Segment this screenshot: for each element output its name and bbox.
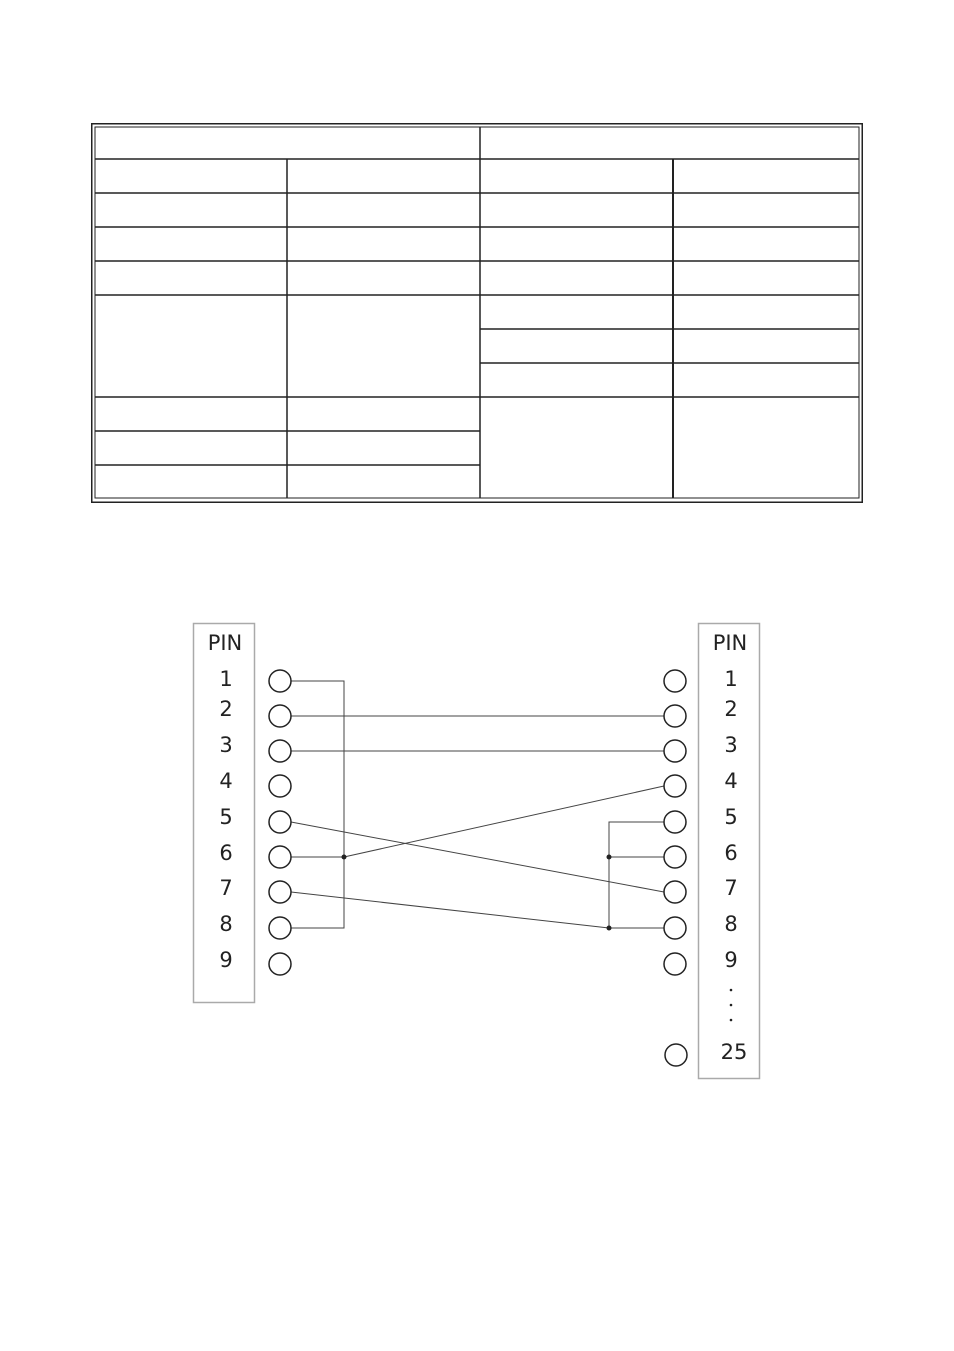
left-pin-label-6: 6 xyxy=(219,841,233,865)
right-pin-label-4: 4 xyxy=(724,769,738,793)
left-pin-label-7: 7 xyxy=(219,876,233,900)
left-pin-5-socket xyxy=(269,811,291,833)
right-pin-7-socket xyxy=(664,881,686,903)
right-pin-5-socket xyxy=(664,811,686,833)
left-pin-label-9: 9 xyxy=(219,948,233,972)
left-pin-9-socket xyxy=(269,953,291,975)
wire-7-right-bus xyxy=(291,892,609,928)
right-pin-1-socket xyxy=(664,670,686,692)
junction-left xyxy=(342,855,347,860)
left-pin-label-2: 2 xyxy=(219,697,233,721)
right-pin-2-socket xyxy=(664,705,686,727)
left-pin-1-socket xyxy=(269,670,291,692)
wiring-svg xyxy=(0,600,954,1100)
right-pin-6-socket xyxy=(664,846,686,868)
wire-right-bus-5-8 xyxy=(609,822,664,928)
left-pin-2-socket xyxy=(269,705,291,727)
left-pin-header: PIN xyxy=(207,631,243,655)
left-pin-7-socket xyxy=(269,881,291,903)
left-pin-label-4: 4 xyxy=(219,769,233,793)
right-pin-label-6: 6 xyxy=(724,841,738,865)
right-pin-label-3: 3 xyxy=(724,733,738,757)
left-pin-3-socket xyxy=(269,740,291,762)
right-pin-label-9: 9 xyxy=(724,948,738,972)
right-pin-header: PIN xyxy=(712,631,748,655)
right-pin-label-25: 25 xyxy=(720,1040,748,1064)
left-pin-label-8: 8 xyxy=(219,912,233,936)
table-grid xyxy=(91,123,863,503)
right-pin-9-socket xyxy=(664,953,686,975)
right-pin-label-2: 2 xyxy=(724,697,738,721)
junction-right-6 xyxy=(607,855,612,860)
left-pin-4-socket xyxy=(269,775,291,797)
wires xyxy=(291,681,664,928)
wire-left-bus-1-8 xyxy=(291,681,344,928)
junction-right-8 xyxy=(607,926,612,931)
left-pin-label-5: 5 xyxy=(219,805,233,829)
right-pin-ellipsis xyxy=(730,989,733,1022)
left-pin-label-1: 1 xyxy=(219,667,233,691)
right-pin-label-5: 5 xyxy=(724,805,738,829)
right-pin-label-7: 7 xyxy=(724,876,738,900)
right-pin-label-1: 1 xyxy=(724,667,738,691)
pinout-diagram xyxy=(0,600,954,1100)
right-pin-8-socket xyxy=(664,917,686,939)
left-pin-label-3: 3 xyxy=(219,733,233,757)
junction-dots xyxy=(342,855,612,931)
empty-table xyxy=(91,123,863,503)
left-pin-6-socket xyxy=(269,846,291,868)
right-pin-25-socket xyxy=(665,1044,687,1066)
left-pin-8-socket xyxy=(269,917,291,939)
right-pin-4-socket xyxy=(664,775,686,797)
right-pin-label-8: 8 xyxy=(724,912,738,936)
right-pin-3-socket xyxy=(664,740,686,762)
